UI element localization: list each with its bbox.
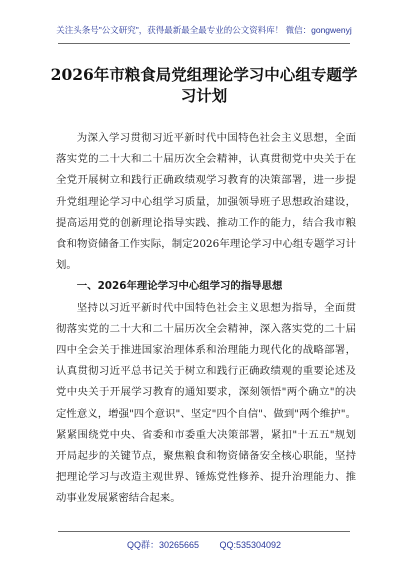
intro-paragraph: 为深入学习贯彻习近平新时代中国特色社会主义思想，全面落实党的二十大和二十届历次全会精神，认真贯彻党中央关于在全党开展树立和践行正确政绩观学习教育的决策部署，进一步提升党组理论学习中心组学习质量，加强领导班子思想政治建设，提高运用党的创新理论指导实践、推动工作的能力，结合我市粮食和物资储备工作实际，制定2026年理论学习中心组专题学习计划。 bbox=[56, 132, 356, 272]
section-paragraph: 坚持以习近平新时代中国特色社会主义思想为指导，全面贯彻落实党的二十大和二十届历次全会精神，深入落实党的二十届四中全会关于推进国家治理体系和治理能力现代化的战略部署，认真贯彻习近平总书记关于树立和践行正确政绩观的重要论述及党中央关于开展学习教育的通知要求，深刻领悟"两个确立"的决定性意义，增强"四个意识"、坚定"四个自信"、做到"两个维护"。紧紧围绕党中央、省委和市委重大决策部署，紧扣"十五五"规划开局起步的关键节点，聚焦粮食和物资储备安全核心职能，坚持把理论学习与改造主观世界、锤炼党性修养、提升治理能力、推动事业发展紧密结合起来。 bbox=[56, 301, 356, 505]
qq-number-text: QQ:535304092 bbox=[219, 540, 282, 550]
footer-contact bbox=[0, 538, 408, 551]
header-divider bbox=[58, 43, 350, 44]
qq-group-text: QQ群：30265665 bbox=[126, 540, 199, 550]
document-title: 2026年市粮食局党组理论学习中心组专题学习计划 bbox=[50, 65, 358, 105]
section-heading: 一、2026年理论学习中心组学习的指导思想 bbox=[76, 280, 283, 293]
document-body bbox=[56, 128, 356, 510]
header-banner: 关注头条号"公文研究"，获得最新最全最专业的公文资料库！ 微信：gongwenyj bbox=[56, 25, 352, 35]
footer-divider bbox=[58, 531, 350, 532]
